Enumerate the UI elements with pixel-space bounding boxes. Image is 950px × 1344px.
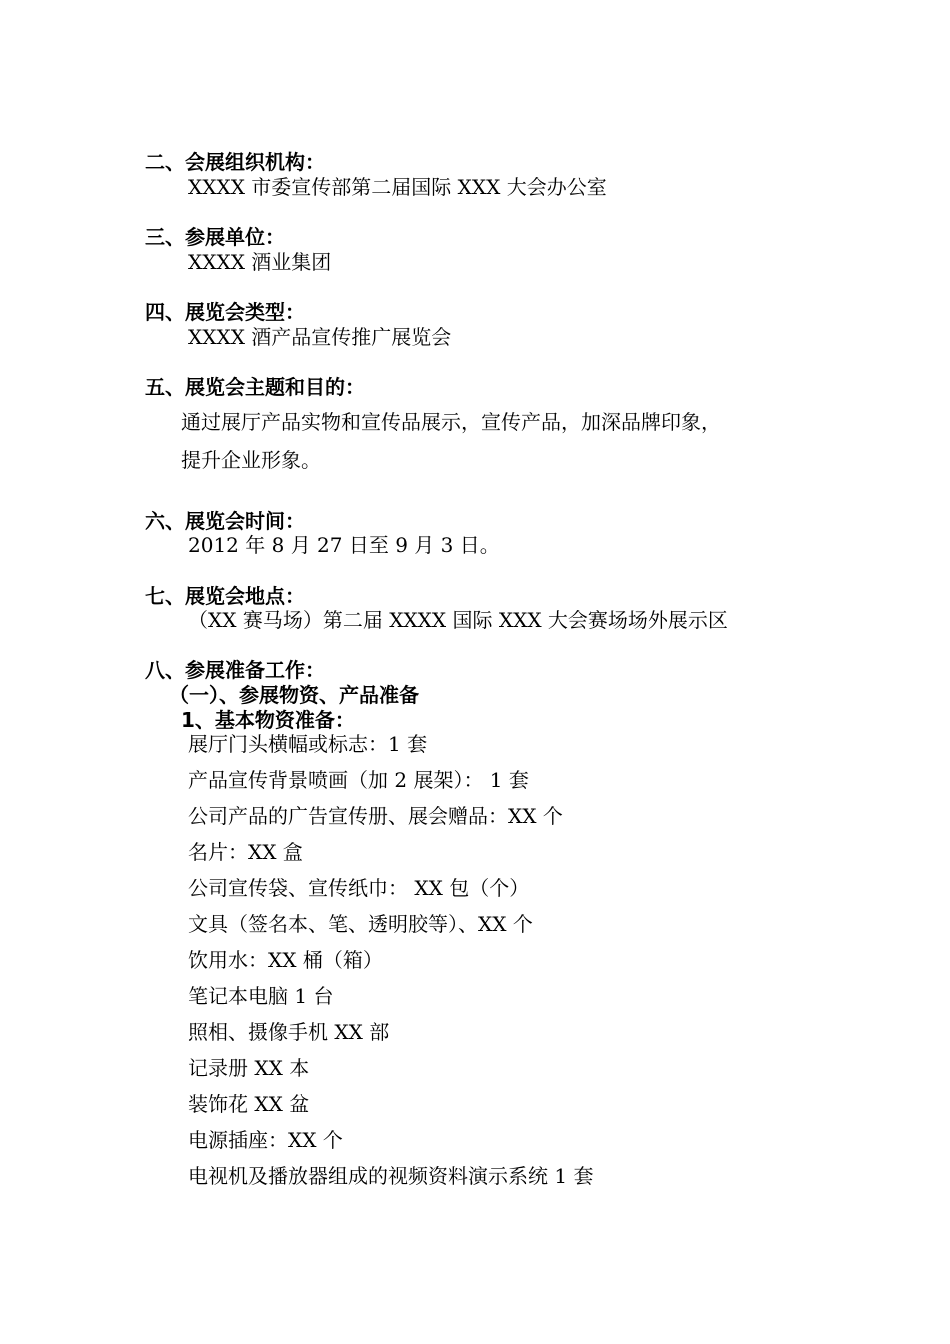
list-item: 笔记本电脑 1 台 (188, 984, 334, 1008)
list-item: 装饰花 XX 盆 (188, 1092, 310, 1116)
section-content-time: 2012 年 8 月 27 日至 9 月 3 日。 (188, 533, 500, 557)
section-heading-exhibitor: 三、参展单位： (145, 225, 285, 249)
section-heading-time: 六、展览会时间： (145, 509, 305, 533)
list-item: 公司产品的广告宣传册、展会赠品：XX 个 (188, 804, 563, 828)
list-item: 饮用水：XX 桶（箱） (188, 948, 383, 972)
list-item: 电源插座：XX 个 (188, 1128, 343, 1152)
section-heading-organizer: 二、会展组织机构： (145, 150, 325, 174)
section-content-exhibition-type: XXXX 酒产品宣传推广展览会 (188, 325, 452, 349)
list-item: 记录册 XX 本 (188, 1056, 310, 1080)
section-heading-theme-purpose: 五、展览会主题和目的： (145, 375, 365, 399)
list-item: 文具（签名本、笔、透明胶等）、XX 个 (188, 912, 533, 936)
section-content-location: （XX 赛马场）第二届 XXXX 国际 XXX 大会赛场场外展示区 (188, 608, 728, 632)
list-item: 电视机及播放器组成的视频资料演示系统 1 套 (188, 1164, 594, 1188)
subsection-heading-materials: （一）、参展物资、产品准备 (169, 683, 419, 707)
list-item: 照相、摄像手机 XX 部 (188, 1020, 390, 1044)
section-content-exhibitor: XXXX 酒业集团 (188, 250, 332, 274)
section-heading-preparation: 八、参展准备工作： (145, 658, 325, 682)
list-item: 产品宣传背景喷画（加 2 展架）： 1 套 (188, 768, 529, 792)
subsection-heading-basic-materials: 1、基本物资准备： (181, 708, 355, 732)
section-content-organizer: XXXX 市委宣传部第二届国际 XXX 大会办公室 (188, 175, 607, 199)
section-heading-location: 七、展览会地点： (145, 584, 305, 608)
list-item: 展厅门头横幅或标志：1 套 (188, 732, 428, 756)
list-item: 名片：XX 盒 (188, 840, 303, 864)
section-heading-exhibition-type: 四、展览会类型： (145, 300, 305, 324)
list-item: 公司宣传袋、宣传纸巾： XX 包（个） (188, 876, 530, 900)
section-content-theme-line2: 提升企业形象。 (181, 448, 321, 472)
section-content-theme-line1: 通过展厅产品实物和宣传品展示，宣传产品，加深品牌印象， (181, 410, 721, 434)
